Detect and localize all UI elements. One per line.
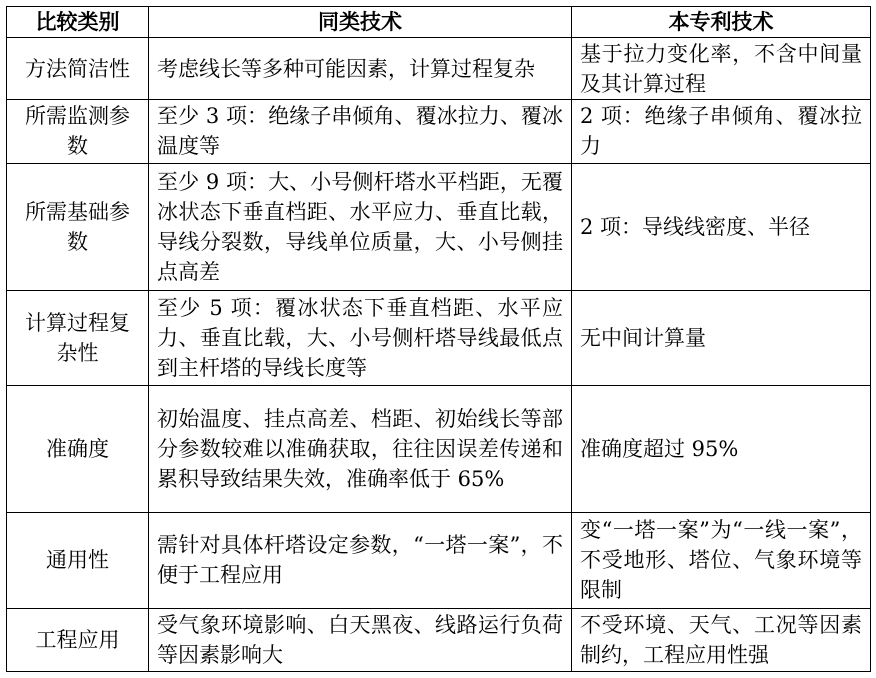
row-category: 所需基础参数: [7, 163, 149, 291]
comparison-table: [6, 6, 871, 672]
table-row: [7, 608, 871, 671]
row-similar-cell: 至少 5 项：覆冰状态下垂直档距、水平应力、垂直比载，大、小号侧杆塔导线最低点到主杆塔的导线长度等: [149, 291, 572, 386]
row-patent-cell: 2 项：导线线密度、半径: [572, 163, 871, 291]
row-category: 方法简洁性: [7, 38, 149, 100]
row-category: 准确度: [7, 386, 149, 513]
row-similar-cell: 至少 3 项：绝缘子串倾角、覆冰拉力、覆冰温度等: [149, 100, 572, 163]
row-category: 工程应用: [7, 608, 149, 671]
table-row: [7, 163, 871, 291]
table-row: [7, 100, 871, 163]
row-category: 所需监测参数: [7, 100, 149, 163]
table-row: [7, 386, 871, 513]
row-patent-cell: 无中间计算量: [572, 291, 871, 386]
row-patent-cell: 准确度超过 95%: [572, 386, 871, 513]
header-similar-technology: 同类技术: [149, 7, 572, 38]
row-similar-cell: 需针对具体杆塔设定参数，“一塔一案”，不便于工程应用: [149, 512, 572, 608]
row-patent-cell: 2 项：绝缘子串倾角、覆冰拉力: [572, 100, 871, 163]
row-similar-cell: 受气象环境影响、白天黑夜、线路运行负荷等因素影响大: [149, 608, 572, 671]
row-category: 计算过程复杂性: [7, 291, 149, 386]
row-patent-cell: 不受环境、天气、工况等因素制约，工程应用性强: [572, 608, 871, 671]
header-category: 比较类别: [7, 7, 149, 38]
row-similar-cell: 初始温度、挂点高差、档距、初始线长等部分参数较难以准确获取，往往因误差传递和累积导致结果失效，准确率低于 65%: [149, 386, 572, 513]
table-row: [7, 38, 871, 100]
row-patent-cell: 变“一塔一案”为“一线一案”，不受地形、塔位、气象环境等限制: [572, 512, 871, 608]
row-similar-cell: 考虑线长等多种可能因素，计算过程复杂: [149, 38, 572, 100]
table-row: [7, 291, 871, 386]
header-row: [7, 7, 871, 38]
row-category: 通用性: [7, 512, 149, 608]
table-row: [7, 512, 871, 608]
row-patent-cell: 基于拉力变化率，不含中间量及其计算过程: [572, 38, 871, 100]
header-patent-technology: 本专利技术: [572, 7, 871, 38]
row-similar-cell: 至少 9 项：大、小号侧杆塔水平档距，无覆冰状态下垂直档距、水平应力、垂直比载，导线分裂数，导线单位质量，大、小号侧挂点高差: [149, 163, 572, 291]
